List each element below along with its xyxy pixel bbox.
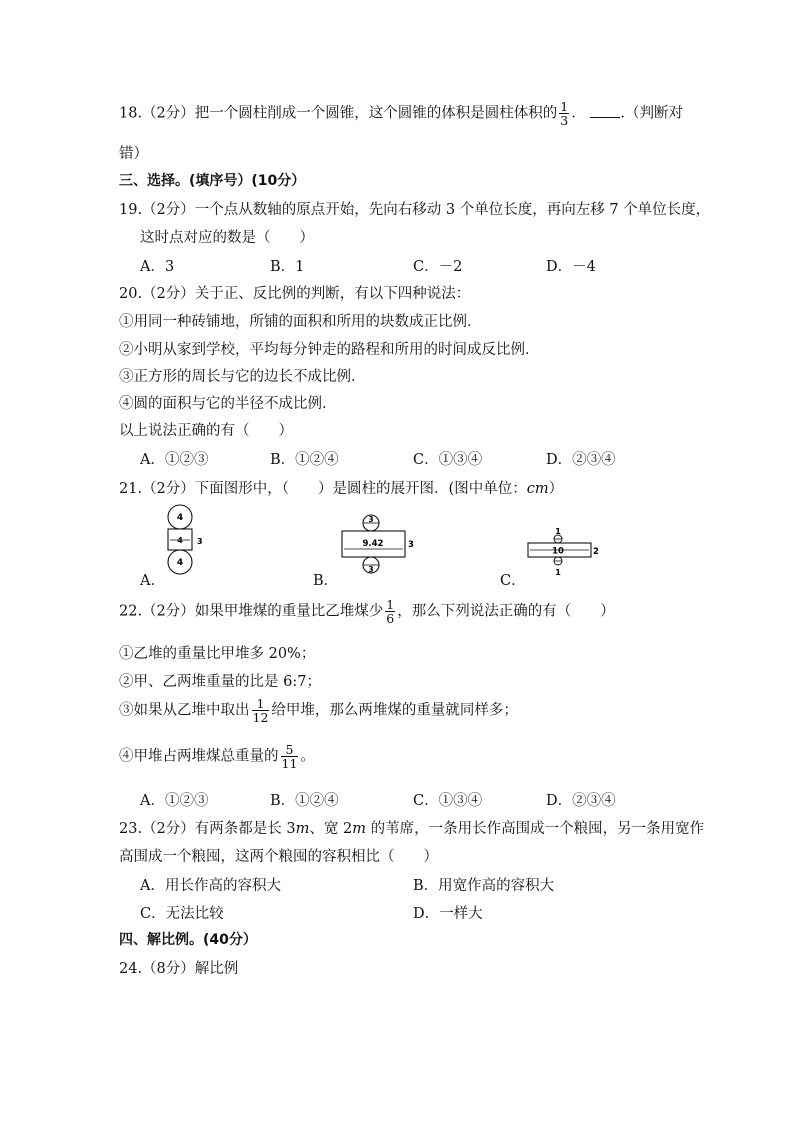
fig-a-mid-label: 4 [177, 536, 183, 545]
q23-line1: 23.（2分）有两条都是长 3m、宽 2m 的苇席，一条用长作高围成一个粮囤，另一条用宽作 [119, 821, 705, 837]
q20-statement-3: ③正方形的周长与它的边长不成比例． [119, 369, 366, 385]
q21-option-c[interactable]: C． [500, 573, 526, 589]
q18-text: 18.（2分）把一个圆柱削成一个圆锥，这个圆锥的体积是圆柱体积的 [119, 105, 558, 122]
q19-option-d[interactable]: D．－4 [546, 259, 596, 275]
q18-answer-blank[interactable] [590, 105, 620, 118]
section-3-heading: 三、选择。(填序号）(10分） [119, 173, 306, 189]
q20-statement-1: ①用同一种砖铺地，所铺的面积和所用的块数成正比例． [119, 314, 482, 330]
fig-b-side-label: 3 [408, 540, 414, 550]
q22-option-b[interactable]: B．①②④ [270, 793, 339, 809]
q22-option-a[interactable]: A．①②③ [140, 793, 209, 809]
q21-figure-a [160, 503, 210, 581]
q22-statement-2: ②甲、乙两堆重量的比是 6:7； [119, 674, 321, 690]
q21-option-b[interactable]: B． [313, 573, 339, 589]
q22-s4-fraction: $\frac{5}{11}$ [281, 742, 298, 771]
fig-c-bottom-label: 1 [555, 568, 561, 577]
q18-text-cont: 错） [119, 146, 148, 162]
q20-line1: 20.（2分）关于正、反比例的判断，有以下四种说法： [119, 286, 471, 302]
fig-a-top-label: 4 [176, 513, 184, 523]
fig-a-bottom-label: 4 [176, 558, 184, 568]
q20-option-a[interactable]: A．①②③ [140, 452, 209, 468]
q23-line2: 高围成一个粮囤，这两个粮囤的容积相比（ ） [119, 849, 438, 865]
q23-option-d[interactable]: D．一样大 [413, 906, 483, 922]
section-4-heading: 四、解比例。(40分） [119, 932, 257, 948]
q20-option-b[interactable]: B．①②④ [270, 452, 339, 468]
q22-question: 22.（2分）如果甲堆煤的重量比乙堆煤少 $\frac{1}{6}$ ，那么下列说法正确的有（ ） [119, 597, 615, 626]
q22-option-d[interactable]: D．②③④ [546, 793, 616, 809]
fig-b-mid-label: 9.42 [362, 539, 384, 549]
q18-fraction: $\frac{1}{3}$ [560, 99, 569, 128]
question-24: 24.（8分）解比例 [119, 961, 239, 977]
q23-option-c[interactable]: C．无法比较 [140, 906, 224, 922]
q20-ask: 以上说法正确的有（ ） [119, 423, 293, 439]
q19-line1: 19.（2分）一个点从数轴的原点开始，先向右移动 3 个单位长度，再向左移 7 个单位长度， [119, 202, 711, 218]
fig-c-top-label: 1 [555, 527, 561, 536]
q20-option-c[interactable]: C．①③④ [413, 452, 483, 468]
question-18: 18.（2分）把一个圆柱削成一个圆锥，这个圆锥的体积是圆柱体积的 $\frac{1}{3}$ ． .（判断对 [119, 99, 683, 128]
fig-a-side-label: 3 [197, 537, 203, 546]
q21-figure-c [524, 526, 604, 582]
q23-option-b[interactable]: B．用宽作高的容积大 [413, 878, 555, 894]
fig-b-top-label: 3 [368, 515, 374, 524]
q21-option-a[interactable]: A． [140, 573, 165, 589]
q21-question: 21.（2分）下面图形中，（ ）是圆柱的展开图．(图中单位：cm） [119, 481, 564, 497]
q20-statement-2: ②小明从家到学校，平均每分钟走的路程和所用的时间成反比例． [119, 342, 540, 358]
q22-statement-1: ①乙堆的重量比甲堆多 20%； [119, 646, 316, 662]
q19-option-b[interactable]: B．1 [270, 259, 305, 275]
q19-line2: 这时点对应的数是（ ） [140, 230, 314, 246]
q23-option-a[interactable]: A．用长作高的容积大 [140, 878, 281, 894]
q21-figure-b [338, 513, 418, 575]
q22-option-c[interactable]: C．①③④ [413, 793, 483, 809]
q22-fraction: $\frac{1}{6}$ [386, 597, 395, 626]
q19-option-c[interactable]: C．－2 [413, 259, 463, 275]
fig-c-side-label: 2 [593, 547, 599, 557]
fig-c-mid-label: 10 [552, 546, 564, 557]
q19-option-a[interactable]: A．3 [140, 259, 175, 275]
q22-statement-4: ④甲堆占两堆煤总重量的 $\frac{5}{11}$ 。 [119, 742, 315, 771]
q22-s3-fraction: $\frac{1}{12}$ [252, 696, 269, 725]
fig-b-bottom-label: 3 [368, 565, 374, 574]
q22-statement-3: ③如果从乙堆中取出 $\frac{1}{12}$ 给甲堆，那么两堆煤的重量就同样多； [119, 696, 518, 725]
q20-option-d[interactable]: D．②③④ [546, 452, 616, 468]
q20-statement-4: ④圆的面积与它的半径不成比例． [119, 396, 337, 412]
q21-unit: cm [526, 481, 549, 497]
